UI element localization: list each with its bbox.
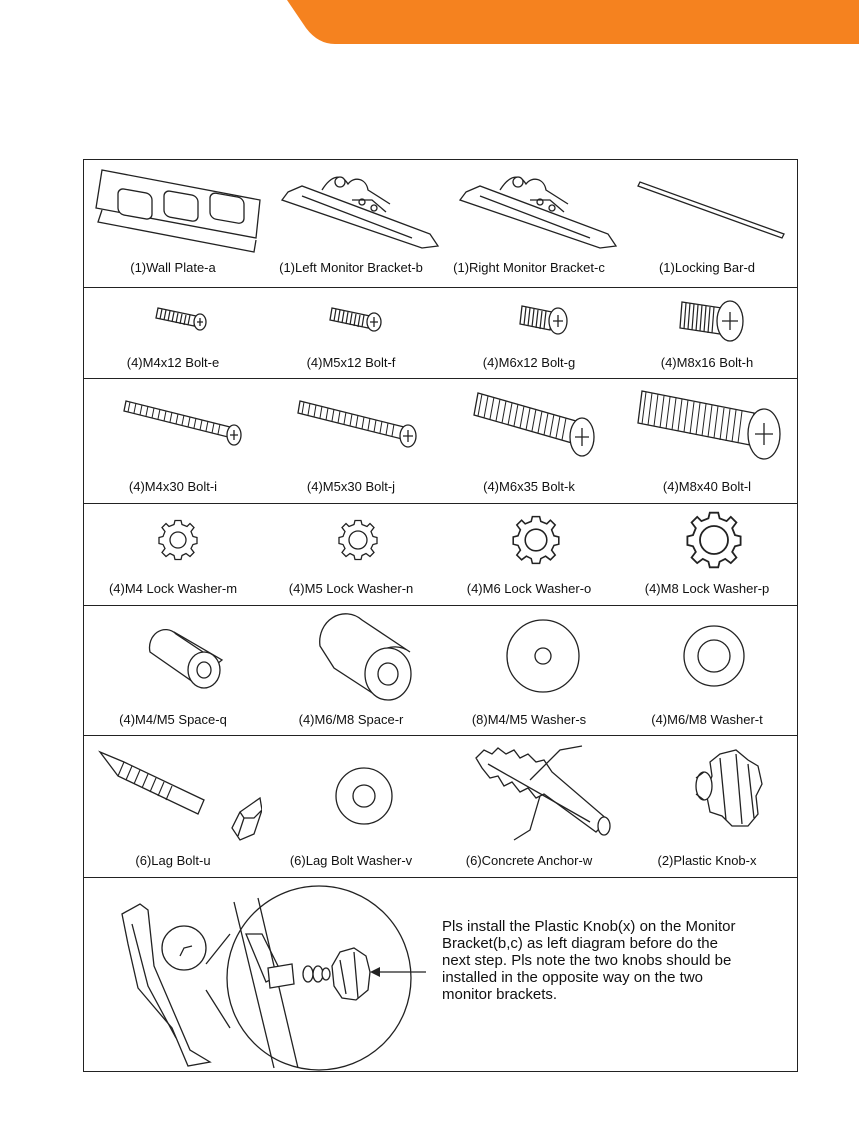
part-cell-spacer-r: [262, 606, 440, 735]
part-label: (4)M6/M8 Space-r: [298, 712, 404, 727]
part-cell-right-monitor-bracket: [440, 160, 618, 287]
lock-washer-icon: [84, 504, 262, 584]
bolt-icon: [262, 379, 440, 479]
part-cell-bolt-f: [262, 288, 440, 378]
parts-row-5: [84, 606, 797, 736]
part-label: (4)M5x30 Bolt-j: [306, 479, 396, 494]
part-cell-bolt-i: [84, 379, 262, 503]
part-label: (6)Lag Bolt Washer-v: [289, 853, 413, 868]
part-label: (4)M6x12 Bolt-g: [482, 355, 576, 370]
part-cell-washer-s: [440, 606, 618, 735]
bolt-icon: [84, 288, 262, 358]
part-cell-bolt-g: [440, 288, 618, 378]
bolt-icon: [440, 288, 618, 358]
part-cell-bolt-e: [84, 288, 262, 378]
bolt-icon: [618, 288, 796, 358]
part-label: (4)M5x12 Bolt-f: [306, 355, 396, 370]
part-label: (4)M8x16 Bolt-h: [660, 355, 754, 370]
part-label: (6)Concrete Anchor-w: [465, 853, 593, 868]
bolt-icon: [618, 379, 796, 479]
part-cell-lock-washer-n: [262, 504, 440, 605]
plastic-knob-icon: [618, 736, 796, 846]
part-label: (4)M8x40 Bolt-l: [662, 479, 752, 494]
bolt-icon: [262, 288, 440, 358]
flat-washer-icon: [618, 606, 796, 706]
part-cell-bolt-j: [262, 379, 440, 503]
part-label: (4)M4x12 Bolt-e: [126, 355, 220, 370]
instruction-text: Pls install the Plastic Knob(x) on the Monitor Bracket(b,c) as left diagram before do the next step. Pls note the two knobs should be installed in the opposite way on the two monitor brackets.: [442, 918, 736, 1003]
part-label: (4)M8 Lock Washer-p: [644, 581, 770, 596]
parts-row-6: [84, 736, 797, 878]
wall-plate-icon: [84, 160, 262, 260]
part-label: (8)M4/M5 Washer-s: [471, 712, 587, 727]
header-banner: [0, 0, 859, 44]
monitor-bracket-icon: [262, 160, 440, 260]
part-cell-bolt-h: [618, 288, 796, 378]
part-label: (1)Locking Bar-d: [658, 260, 756, 275]
parts-row-4: [84, 504, 797, 606]
parts-row-2: [84, 288, 797, 379]
part-label: (4)M4x30 Bolt-i: [128, 479, 218, 494]
spacer-icon: [84, 606, 262, 706]
flat-washer-icon: [262, 736, 440, 846]
part-cell-washer-t: [618, 606, 796, 735]
bolt-icon: [440, 379, 618, 479]
part-label: (1)Left Monitor Bracket-b: [279, 260, 423, 275]
part-label: (2)Plastic Knob-x: [657, 853, 757, 868]
bolt-icon: [84, 379, 262, 479]
part-cell-lock-washer-p: [618, 504, 796, 605]
parts-row-3: [84, 379, 797, 504]
part-cell-bolt-l: [618, 379, 796, 503]
lock-washer-icon: [618, 504, 796, 584]
lag-bolt-icon: [84, 736, 262, 846]
part-cell-bolt-k: [440, 379, 618, 503]
part-cell-wall-plate: [84, 160, 262, 287]
part-label: (1)Right Monitor Bracket-c: [453, 260, 605, 275]
parts-list-sheet: [83, 159, 798, 1072]
part-label: (1)Wall Plate-a: [130, 260, 216, 275]
locking-bar-icon: [618, 160, 796, 260]
lock-washer-icon: [262, 504, 440, 584]
part-cell-plastic-knob: [618, 736, 796, 877]
monitor-bracket-icon: [440, 160, 618, 260]
lock-washer-icon: [440, 504, 618, 584]
part-cell-concrete-anchor: [440, 736, 618, 877]
concrete-anchor-icon: [440, 736, 618, 846]
part-label: (4)M4/M5 Space-q: [119, 712, 227, 727]
flat-washer-icon: [440, 606, 618, 706]
part-label: (4)M5 Lock Washer-n: [288, 581, 414, 596]
spacer-icon: [262, 606, 440, 706]
part-label: (4)M4 Lock Washer-m: [108, 581, 238, 596]
parts-row-1: [84, 160, 797, 288]
part-cell-spacer-q: [84, 606, 262, 735]
part-label: (4)M6/M8 Washer-t: [651, 712, 763, 727]
part-cell-lag-bolt-washer: [262, 736, 440, 877]
part-cell-lock-washer-m: [84, 504, 262, 605]
part-label: (6)Lag Bolt-u: [135, 853, 211, 868]
part-label: (4)M6 Lock Washer-o: [466, 581, 592, 596]
knob-installation-diagram-icon: [84, 878, 434, 1071]
instruction-row: [84, 878, 797, 1071]
part-cell-left-monitor-bracket: [262, 160, 440, 287]
part-cell-lock-washer-o: [440, 504, 618, 605]
part-cell-lag-bolt: [84, 736, 262, 877]
part-label: (4)M6x35 Bolt-k: [483, 479, 575, 494]
part-cell-locking-bar: [618, 160, 796, 287]
